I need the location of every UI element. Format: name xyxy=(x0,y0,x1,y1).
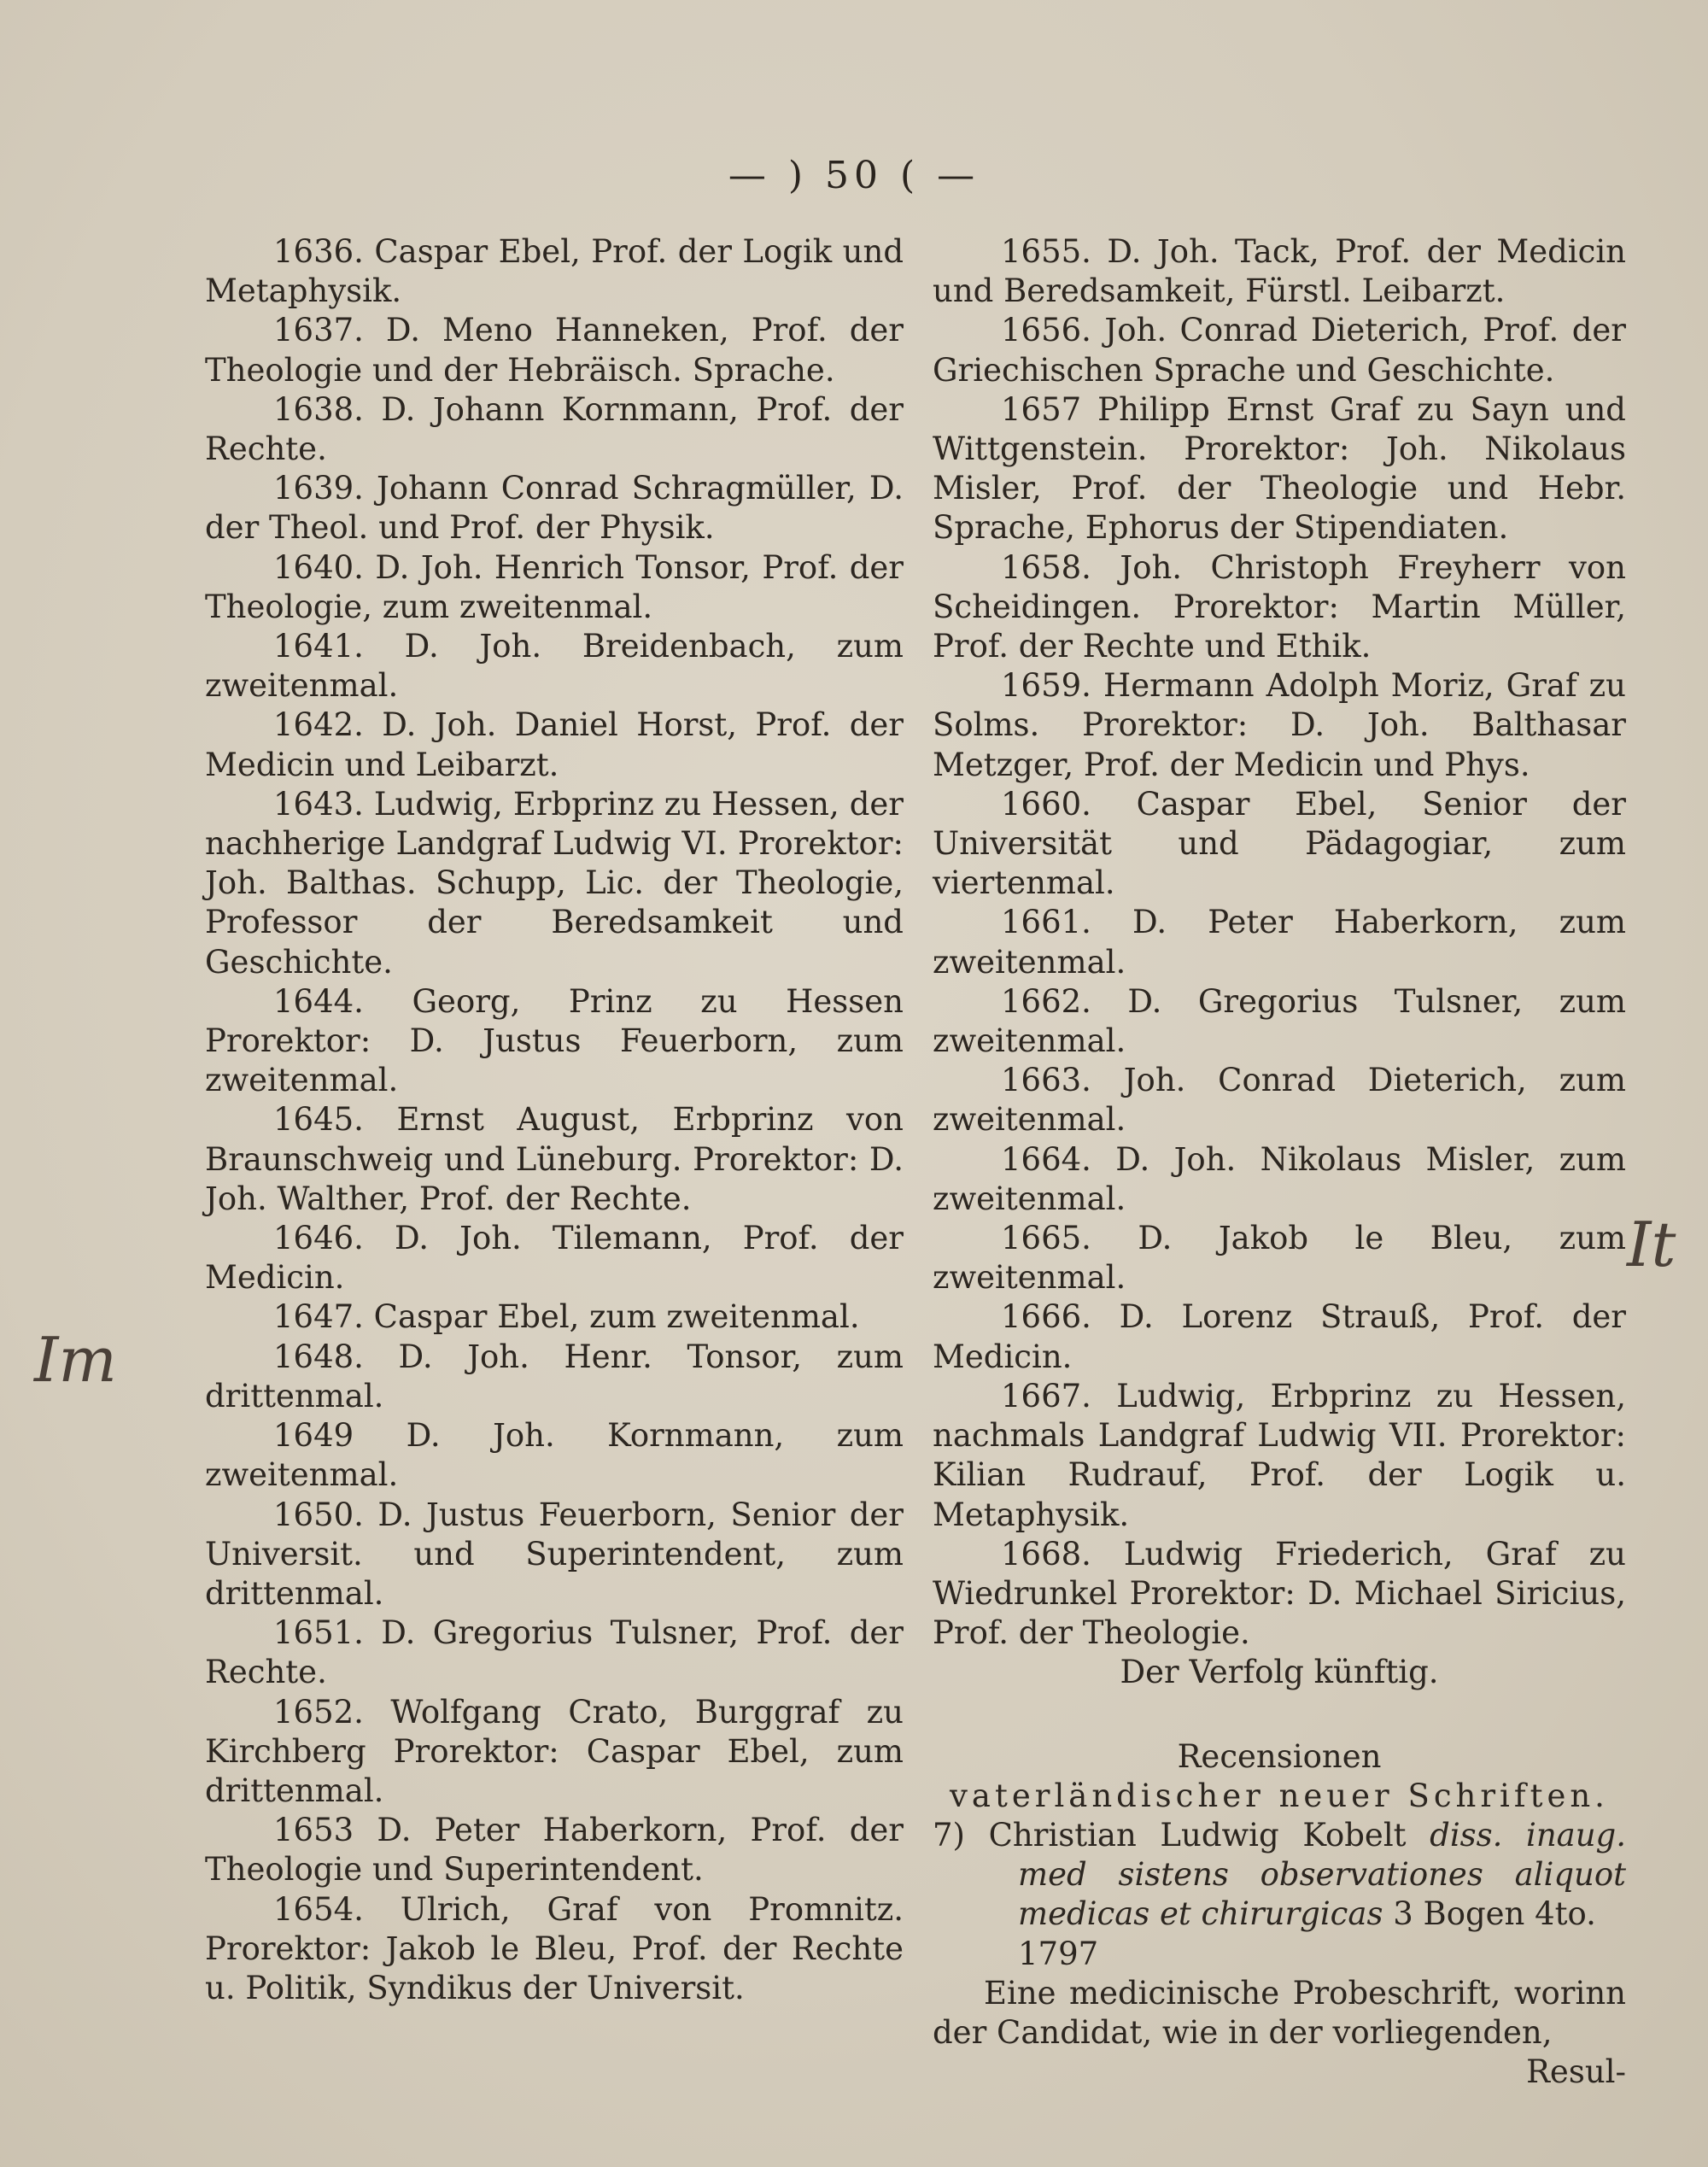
list-item: 1652. Wolfgang Crato, Burggraf zu Kirchberg Prorektor: Caspar Ebel, zum drittenmal. xyxy=(205,1693,904,1809)
list-item: 1650. D. Justus Feuerborn, Senior der Universit. und Superintendent, zum drittenmal. xyxy=(205,1496,904,1612)
list-item: 1637. D. Meno Hanneken, Prof. der Theologie und der Hebräisch. Sprache. xyxy=(205,312,904,389)
list-item: 1666. D. Lorenz Strauß, Prof. der Medicin. xyxy=(933,1298,1626,1375)
section-title: Recensionen xyxy=(1177,1737,1382,1775)
list-item: 1659. Hermann Adolph Moriz, Graf zu Solms. Prorektor: D. Joh. Balthasar Metzger, Prof. der Medicin und Phys. xyxy=(933,667,1626,783)
list-item: 1665. D. Jakob le Bleu, zum zweitenmal. xyxy=(933,1220,1626,1297)
list-item: 1656. Joh. Conrad Dieterich, Prof. der Griechischen Sprache und Geschichte. xyxy=(933,312,1626,389)
list-item: 1654. Ulrich, Graf von Promnitz. Prorektor: Jakob le Bleu, Prof. der Rechte u. Politik, Syndikus der Universit. xyxy=(205,1890,904,2006)
list-item: 1664. D. Joh. Nikolaus Misler, zum zweitenmal. xyxy=(933,1140,1626,1217)
list-item: 1643. Ludwig, Erbprinz zu Hessen, der nachherige Landgraf Ludwig VI. Prorektor: Joh. Balthas. Schupp, Lic. der Theologie, Professor der Beredsamkeit und Geschichte. xyxy=(205,785,904,981)
list-item: 1638. D. Johann Kornmann, Prof. der Rechte. xyxy=(205,390,904,468)
list-item: 1640. D. Joh. Henrich Tonsor, Prof. der Theologie, zum zweitenmal. xyxy=(205,548,904,625)
page-number-header: — ) 50 ( — xyxy=(728,154,980,197)
list-item: 1649 D. Joh. Kornmann, zum zweitenmal. xyxy=(205,1417,904,1494)
list-item: 1645. Ernst August, Erbprinz von Braunschweig und Lüneburg. Prorektor: D. Joh. Walther, Prof. der Rechte. xyxy=(205,1101,904,1217)
margin-note-left: Im xyxy=(34,1324,117,1396)
list-item: 1648. D. Joh. Henr. Tonsor, zum drittenmal. xyxy=(205,1338,904,1414)
review-year: 1797 xyxy=(1018,1935,1099,1972)
list-item: 1642. D. Joh. Daniel Horst, Prof. der Medicin und Leibarzt. xyxy=(205,706,904,783)
list-item: 1667. Ludwig, Erbprinz zu Hessen, nachmals Landgraf Ludwig VII. Prorektor: Kilian Rudrauf, Prof. der Logik u. Metaphysik. xyxy=(933,1377,1626,1533)
list-item: 1662. D. Gregorius Tulsner, zum zweitenmal. xyxy=(933,982,1626,1060)
catchword: Resul- xyxy=(1526,2053,1626,2091)
section-subtitle: vaterländischer neuer Schriften. xyxy=(950,1777,1609,1814)
list-item: 1661. D. Peter Haberkorn, zum zweitenmal. xyxy=(933,904,1626,981)
list-item: 1660. Caspar Ebel, Senior der Universität und Pädagogiar, zum viertenmal. xyxy=(933,785,1626,902)
list-item: 1651. D. Gregorius Tulsner, Prof. der Rechte. xyxy=(205,1614,904,1691)
list-item: 1636. Caspar Ebel, Prof. der Logik und Metaphysik. xyxy=(205,233,904,310)
list-item: 1668. Ludwig Friederich, Graf zu Wiedrunkel Prorektor: D. Michael Siricius, Prof. der Theologie. xyxy=(933,1535,1626,1652)
list-item: 1641. D. Joh. Breidenbach, zum zweitenmal. xyxy=(205,628,904,705)
list-item: 1646. D. Joh. Tilemann, Prof. der Medicin. xyxy=(205,1220,904,1297)
list-item: 1653 D. Peter Haberkorn, Prof. der Theologie und Superintendent. xyxy=(205,1812,904,1889)
list-item: 1644. Georg, Prinz zu Hessen Prorektor: D. Justus Feuerborn, zum zweitenmal. xyxy=(205,982,904,1099)
list-item: 1647. Caspar Ebel, zum zweitenmal. xyxy=(273,1298,860,1336)
continuation-note: Der Verfolg künftig. xyxy=(1120,1654,1439,1691)
list-item: 1657 Philipp Ernst Graf zu Sayn und Wittgenstein. Prorektor: Joh. Nikolaus Misler, Prof. der Theologie und Hebr. Sprache, Ephorus der Stipendiaten. xyxy=(933,390,1626,547)
review-author: 7) Christian Ludwig Kobelt xyxy=(933,1816,1407,1854)
list-item: 1663. Joh. Conrad Dieterich, zum zweitenmal. xyxy=(933,1062,1626,1139)
list-item: 1658. Joh. Christoph Freyherr von Scheidingen. Prorektor: Martin Müller, Prof. der Rechte und Ethik. xyxy=(933,548,1626,665)
list-item: 1639. Johann Conrad Schragmüller, D. der Theol. und Prof. der Physik. xyxy=(205,470,904,547)
review-size: 3 Bogen 4to. xyxy=(1393,1895,1596,1933)
review-title: diss. inaug. med sistens observationes aliquot medicas et chirurgicas xyxy=(1018,1816,1627,1933)
right-column xyxy=(933,232,1626,2092)
margin-note-right: It xyxy=(1627,1209,1676,1280)
review-entry xyxy=(933,1816,1626,1935)
list-item: 1655. D. Joh. Tack, Prof. der Medicin und Beredsamkeit, Fürstl. Leibarzt. xyxy=(933,233,1626,310)
review-body: Eine medicinische Probeschrift, worinn der Candidat, wie in der vorliegenden, xyxy=(933,1974,1626,2051)
left-column xyxy=(205,232,904,2008)
